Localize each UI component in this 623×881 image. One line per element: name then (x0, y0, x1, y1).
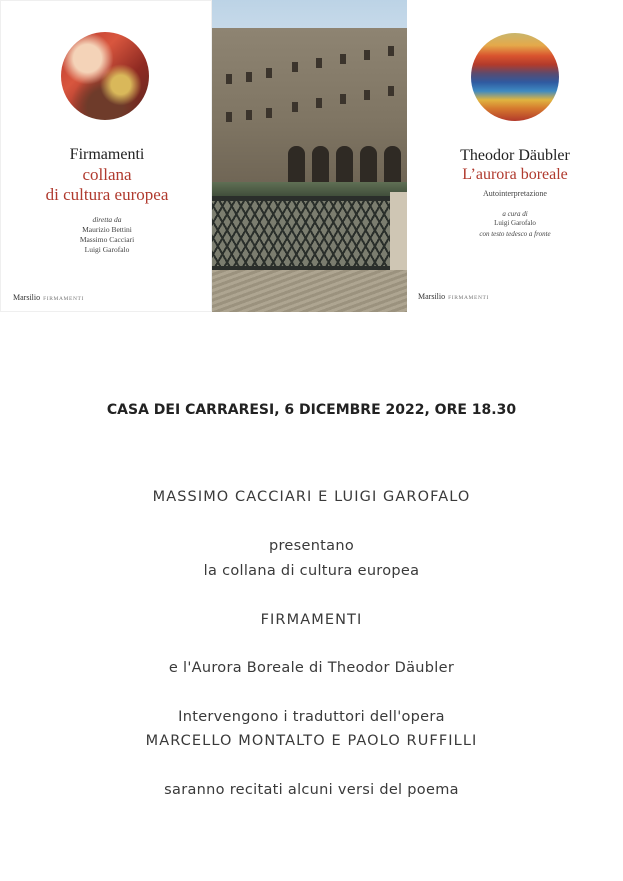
aurora-boreale-line: e l'Aurora Boreale di Theodor Däubler (168, 660, 455, 676)
series-subtitle-line2: di cultura europea (45, 185, 169, 204)
venue-date-heading: CASA DEI CARRARESI, 6 DICEMBRE 2022, ORE 18.30 (106, 402, 517, 418)
painting-medallion (61, 32, 149, 120)
palazzo-photograph (212, 0, 407, 312)
book-cover-aurora-boreale (407, 0, 623, 312)
publisher-name: Marsilio (13, 293, 41, 302)
edition-note: con testo tedesco a fronte (479, 230, 551, 238)
publisher-series: FIRMAMENTI (448, 295, 489, 301)
publisher-mark (13, 293, 84, 302)
editor-name: Massimo Cacciari (79, 235, 135, 244)
editor-name: Luigi Garofalo (494, 219, 536, 227)
presenters-line: MASSIMO CACCIARI E LUIGI GAROFALO (152, 489, 471, 505)
photo-pavement (212, 270, 407, 312)
publisher-mark (418, 292, 489, 301)
publisher-series: FIRMAMENTI (43, 296, 84, 302)
photo-stone-pillar (390, 192, 407, 278)
directed-by-label: diretta da (92, 215, 122, 224)
painting-medallion (471, 33, 559, 121)
header-banner (0, 0, 623, 312)
translators-line: MARCELLO MONTALTO E PAOLO RUFFILLI (145, 733, 478, 749)
editor-name: Luigi Garofalo (84, 245, 130, 254)
photo-iron-railing (212, 196, 390, 270)
series-title: Firmamenti (69, 146, 145, 163)
photo-building (212, 28, 407, 198)
collana-line: la collana di cultura europea (203, 563, 420, 579)
edited-by-label: a cura di (502, 210, 528, 218)
book-author: Theodor Däubler (460, 147, 570, 164)
intervengono-line: Intervengono i traduttori dell'opera (178, 709, 445, 725)
book-subtitle: Autointerpretazione (483, 189, 547, 198)
series-subtitle-line1: collana (82, 165, 132, 184)
series-name-line: FIRMAMENTI (260, 612, 363, 628)
book-title: L’aurora boreale (462, 166, 568, 183)
book-cover-firmamenti (0, 0, 212, 312)
publisher-name: Marsilio (418, 292, 446, 301)
editor-name: Maurizio Bettini (82, 225, 132, 234)
recital-line: saranno recitati alcuni versi del poema (164, 782, 459, 798)
presentano-line: presentano (268, 538, 355, 554)
